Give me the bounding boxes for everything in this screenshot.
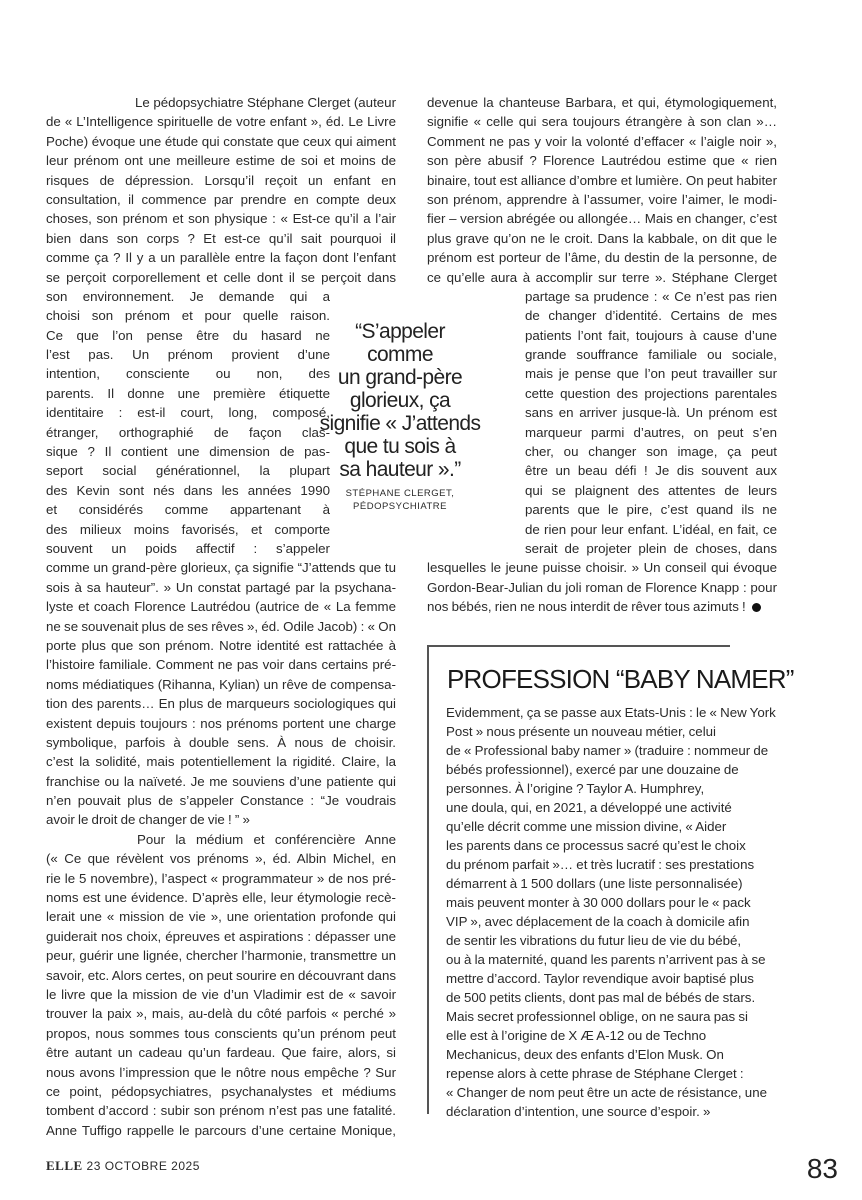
text-line: choses, son prénom et son physique : « Est-ce qu’il a l’air <box>46 211 396 227</box>
page-number: 83 <box>806 1153 838 1184</box>
text-line: le livre que la mission de vie d’un Vladimir est de « savoir <box>46 986 396 1002</box>
pull-quote-line: glorieux, ça <box>349 389 451 412</box>
text-line: sique ? Il contient une dimension de pas- <box>46 444 330 460</box>
text-line: Le pédopsychiatre Stéphane Clerget (auteur <box>135 95 396 110</box>
text-line: devenue la chanteuse Barbara, et qui, étymologiquement, <box>427 95 777 110</box>
text-line: savoir, etc. Alors certes, on peut sourire en découvrant dans <box>46 967 396 983</box>
pull-quote-line: un grand-père <box>337 366 463 389</box>
text-line: qui se plaignent des attentes de leurs <box>525 482 777 498</box>
text-line: de « L’Intelligence spirituelle de votre enfant », éd. Le Livre <box>46 114 396 130</box>
text-line: Ce que l’on pense être du hasard ne <box>46 327 330 343</box>
text-line: grande souffrance familiale ou sociale, <box>525 347 777 363</box>
text-line: de changer d’identité. Certains de mes <box>525 308 777 324</box>
sidebar-text-line: qu’elle décrit comme une mission divine, « Aider <box>446 819 727 834</box>
sidebar-box-title: PROFESSION “BABY NAMER” <box>447 664 794 694</box>
text-line: Pour la médium et conférencière Anne <box>137 831 396 847</box>
text-line: propos, nous sommes tous conscients qu’un prénom peut <box>46 1025 396 1041</box>
text-line: étranger, orthographié de façon clas- <box>46 424 330 440</box>
sidebar-text-line: personnes. À l’origine ? Taylor A. Humphrey, <box>446 781 705 796</box>
text-line: partage sa prudence : « Ce n’est pas rien <box>525 288 777 304</box>
text-line: identitaire : est-il court, long, composé, <box>46 405 330 421</box>
text-line: peur, guérir une lignée, chercher l’harmonie, transmettre un <box>46 948 396 964</box>
text-line: risques de dépression. Lorsqu’il reçoit un enfant en <box>46 172 396 188</box>
text-line: des milieux moins favorisés, et comporte <box>46 521 330 537</box>
text-line: cher, ou changer son image, ça peut <box>525 444 777 460</box>
text-line: sois à sa hauteur”. » Un constat partagé par la psychana- <box>46 579 396 595</box>
text-line: tion des parents… En plus de marqueurs sociologiques qui <box>46 696 396 712</box>
pull-quote-line: que tu sois à <box>344 435 456 458</box>
text-line: avoir le droit de changer de vie ! ” » <box>46 812 250 828</box>
text-line: et considérés comme appartenant à <box>46 502 330 518</box>
sidebar-text-line: de sentir les vibrations du futur lieu de vie du bébé, <box>446 933 742 948</box>
sidebar-text-line: repense alors à cette phrase de Stéphane Clerget : <box>446 1066 744 1081</box>
sidebar-text-line: les parents dans ce processus sacré qu’est le choix <box>446 838 746 853</box>
text-line: sans en arriver jusque-là. Un prénom est <box>525 405 777 421</box>
sidebar-text-line: de « Professional baby namer » (traduire : nommeur de <box>446 743 769 758</box>
text-line: se perçoit corporellement et celle dont il se perçoit dans <box>46 269 396 285</box>
sidebar-text-line: « Changer de nom peut être un acte de résistance, une <box>446 1085 767 1100</box>
sidebar-text-line: une doula, qui, en 2021, a développé une activité <box>446 800 732 815</box>
text-line: mais je pense que l’on peut travailler sur <box>525 366 777 382</box>
text-line: être un beau défi ! Je dis souvent aux <box>525 463 777 479</box>
pull-quote-line: “S’appeler <box>355 320 445 343</box>
text-line: signifie « celle qui sera toujours étrangère à son clan »… <box>427 114 777 130</box>
text-line: son environnement. Je demande qui a <box>46 288 330 304</box>
text-line: son père abusif ? Florence Lautrédou estime que « rien <box>427 153 777 169</box>
text-line: bien dans son corps ? Et est-ce qu’il sait pourquoi il <box>46 230 396 246</box>
issue-date: 23 OCTOBRE 2025 <box>86 1159 200 1173</box>
text-line: nous avons l’impression que le nôtre nous empêche ? Sur <box>46 1064 396 1080</box>
sidebar-text-line: Evidemment, ça se passe aux Etats-Unis : le « New York <box>446 705 776 720</box>
text-line: cette question des projections parentales <box>525 385 777 401</box>
sidebar-text-line: Mechanicus, deux des enfants d’Elon Musk. On <box>446 1047 724 1062</box>
text-line: binaire, tout est alliance d’ombre et lumière. On peut habiter <box>427 172 777 188</box>
text-line: comme ça ? Il y a un parallèle entre la façon dont l’enfant <box>46 250 396 266</box>
sidebar-text-line: bébés professionnel), exercé par une douzaine de <box>446 762 739 777</box>
text-line: ce point, pédopsychiatres, psychanalystes et médiums <box>46 1083 396 1099</box>
text-line: franchise ou la naïveté. Je me souviens d’une patiente qui <box>46 773 396 789</box>
text-line: Anne Tuffigo rappelle le parcours d’une certaine Monique, <box>46 1122 396 1138</box>
pull-quote-line: signifie « J’attends <box>319 412 481 435</box>
sidebar-text-line: démarrent à 1 500 dollars (une liste personnalisée) <box>446 876 743 891</box>
text-line: plus grave qu’on ne le croit. Dans la kabbale, on dit que le <box>427 230 777 246</box>
text-line: intention, consciente ou non, des <box>46 366 330 382</box>
sidebar-box-body <box>446 703 786 1121</box>
text-line: Comment ne pas y voir la volonté d’effacer « l’aigle noir », <box>427 133 777 149</box>
text-line: c’est la solidité, mais potentiellement la rigidité. Claire, la <box>46 754 396 770</box>
text-line: son prénom, apprendre à l’assumer, voire l’aimer, le modi- <box>427 191 777 207</box>
text-line: consultation, il commence par prendre en compte deux <box>46 191 396 207</box>
sidebar-text-line: ou à la maternité, quand les parents n’arrivent pas à se <box>446 952 766 967</box>
text-line: fier – version abrégée ou allongée… Mais en changer, c’est <box>427 211 777 227</box>
sidebar-text-line: mais peuvent monter à 30 000 dollars pour le « pack <box>446 895 751 910</box>
text-line: parents que le pire, c’est quand ils ne <box>525 502 777 518</box>
sidebar-text-line: Mais secret professionnel oblige, on ne saura pas si <box>446 1009 748 1024</box>
text-line: noms est une évidence. D’après elle, leur étymologie recè- <box>46 890 396 906</box>
text-line: prénom est porteur de l’âme, du destin de la personne, de <box>427 250 777 266</box>
pull-quote <box>300 320 500 513</box>
text-line: ne se souvenait plus de ses rêves », éd. Odile Jacob) : « On <box>46 618 396 634</box>
sidebar-text-line: mettre d’accord. Taylor revendique avoir baptisé plus <box>446 971 754 986</box>
footer <box>46 1158 200 1174</box>
text-line: des Kevin sont nés dans les années 1990 <box>46 482 330 498</box>
text-line: patients l’ont fait, toujours à cause d’une <box>525 327 777 343</box>
text-line: lyste et coach Florence Lautrédou (autrice de « La femme <box>46 599 396 615</box>
sidebar-text-line: Post » nous présente un nouveau métier, celui <box>446 724 717 739</box>
text-line: marqueur parmi d’autres, on peut s’en <box>525 424 777 440</box>
pull-quote-line: comme <box>367 343 433 366</box>
text-line: de rien pour leur enfant. L’idéal, en fait, ce <box>525 521 777 537</box>
text-line: seport social générationnel, la plupart <box>46 463 330 479</box>
text-line: noms médiatiques (Rihanna, Kylian) un rêve de compensa- <box>46 676 396 692</box>
text-line: Poche) évoque une étude qui constate que ceux qui aiment <box>46 133 396 149</box>
text-line: choisi son prénom et pour quelle raison. <box>46 308 330 324</box>
text-line: symbolique, parfois à double sens. À nous de choisir. <box>46 734 396 750</box>
sidebar-text-line: VIP », avec déplacement de la coach à domicile afin <box>446 914 750 929</box>
sidebar-text-line: déclaration d’intention, une source d’espoir. » <box>446 1104 711 1119</box>
pull-quote-attribution-name: STÉPHANE CLERGET, <box>345 488 455 499</box>
pull-quote-attribution-role: PÉDOPSYCHIATRE <box>353 501 447 512</box>
text-line: guiderait nos choix, épreuves et aspirations : dépasser une <box>46 928 396 944</box>
text-line: tombent d’accord : subir son prénom n’est pas une fatalité. <box>46 1103 396 1119</box>
text-line: porte plus que son prénom. Notre identité est rattachée à <box>46 637 396 653</box>
pull-quote-text <box>300 320 500 481</box>
text-line: souvent un poids affectif : s’appeler <box>46 540 330 556</box>
text-line: lerait une « mission de vie », une orientation profonde qui <box>46 909 396 925</box>
text-line: lesquelles le jeune puisse choisir. » Un conseil qui évoque <box>427 560 777 576</box>
text-line: l’est pas. Un prénom provient d’une <box>46 347 330 363</box>
sidebar-text-line: de 500 petits clients, dont pas mal de bébés de stars. <box>446 990 756 1005</box>
text-line: Gordon-Bear-Julian du joli roman de Florence Knapp : pour <box>427 579 777 595</box>
text-line: nos bébés, rien ne nous interdit de rêver tous azimuts ! <box>427 597 777 616</box>
text-line: trouver la paix », mais, au-delà du côté parfois « perché » <box>46 1006 396 1022</box>
end-bullet-icon <box>752 603 761 612</box>
text-line: n’en pouvait plus de s’appeler Constance : “Je voudrais <box>46 793 396 809</box>
text-line: leur prénom ont une meilleure estime de soi et moins de <box>46 153 396 169</box>
text-line: l’histoire familiale. Comment ne pas voir dans certains pré- <box>46 657 396 673</box>
text-line: comme un grand-père glorieux, ça signifie “J’attends que tu <box>46 560 396 576</box>
text-line: serait de projeter plein de choses, dans <box>525 540 777 556</box>
magazine-name: ELLE <box>46 1158 83 1173</box>
text-line: parents. Il donne une première étiquette <box>46 385 330 401</box>
sidebar-text-line: du prénom parfait »… et très lucratif : ses prestations <box>446 857 755 872</box>
text-line: (« Ce que révèlent vos prénoms », éd. Albin Michel, en <box>46 851 396 867</box>
text-line: existent depuis toujours : nos prénoms portent une charge <box>46 715 396 731</box>
sidebar-text-line: elle est à l’origine de X Æ A-12 ou de Techno <box>446 1028 707 1043</box>
text-line: ce qu’elle aura à accomplir sur terre ». Stéphane Clerget <box>427 269 777 285</box>
text-line: rie le 5 novembre), l’aspect « programmateur » de nos pré- <box>46 870 396 886</box>
text-line: être autant un cadeau qu’un fardeau. Que faire, alors, si <box>46 1045 396 1061</box>
pull-quote-line: sa hauteur ».” <box>339 458 461 481</box>
article-left-column <box>46 93 396 1140</box>
